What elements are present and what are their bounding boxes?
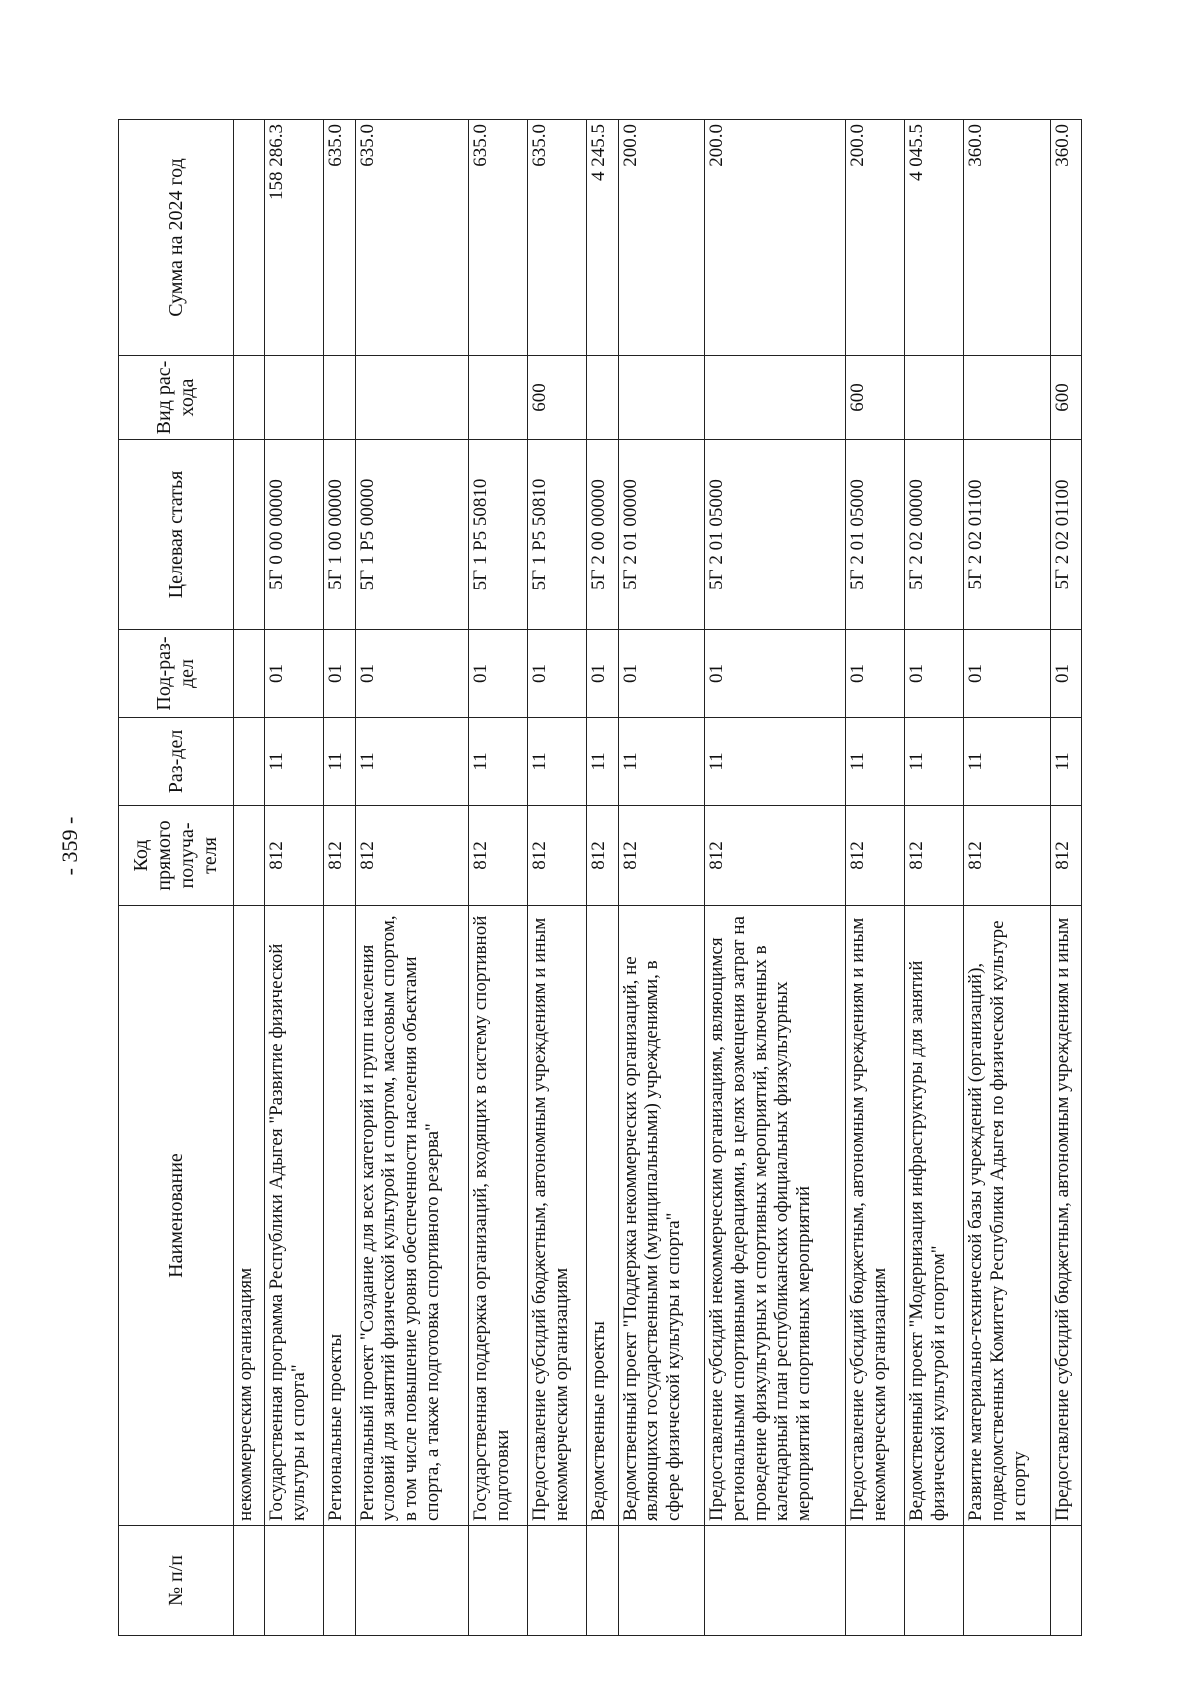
cell-summa: 158 286.3 xyxy=(265,120,324,356)
header-name: Наименование xyxy=(119,906,234,1526)
cell-name: некоммерческим организациям xyxy=(234,906,265,1526)
cell-name: Ведомственный проект "Модернизация инфраструктуры для занятий физической культурой и спортом" xyxy=(905,906,964,1526)
cell-num xyxy=(234,1526,265,1636)
table-row xyxy=(469,120,528,1636)
table-row xyxy=(324,120,355,1636)
cell-code: 812 xyxy=(905,806,964,906)
cell-summa: 635.0 xyxy=(469,120,528,356)
cell-num xyxy=(265,1526,324,1636)
cell-code: 812 xyxy=(846,806,905,906)
table-row xyxy=(1050,120,1081,1636)
cell-summa: 4 045.5 xyxy=(905,120,964,356)
cell-razdel: 11 xyxy=(265,718,324,806)
cell-vid xyxy=(234,356,265,440)
cell-razdel: 11 xyxy=(618,718,704,806)
cell-celevaya: 5Г 1 P5 50810 xyxy=(469,440,528,630)
cell-num xyxy=(324,1526,355,1636)
budget-table xyxy=(118,119,1082,1636)
cell-celevaya: 5Г 2 01 05000 xyxy=(704,440,846,630)
cell-num xyxy=(704,1526,846,1636)
cell-vid xyxy=(618,356,704,440)
cell-summa: 200.0 xyxy=(618,120,704,356)
table-row xyxy=(355,120,469,1636)
cell-vid: 600 xyxy=(528,356,587,440)
table-row xyxy=(964,120,1050,1636)
cell-code: 812 xyxy=(587,806,618,906)
cell-celevaya: 5Г 2 01 05000 xyxy=(846,440,905,630)
cell-code: 812 xyxy=(528,806,587,906)
cell-code: 812 xyxy=(1050,806,1081,906)
table-row xyxy=(234,120,265,1636)
table-row xyxy=(704,120,846,1636)
cell-name: Предоставление субсидий бюджетным, автономным учреждениям и иным некоммерческим организациям xyxy=(846,906,905,1526)
cell-code: 812 xyxy=(324,806,355,906)
table-row xyxy=(905,120,964,1636)
cell-razdel: 11 xyxy=(587,718,618,806)
cell-podrazdel xyxy=(234,630,265,718)
table-row xyxy=(846,120,905,1636)
cell-razdel: 11 xyxy=(324,718,355,806)
cell-num xyxy=(846,1526,905,1636)
cell-celevaya: 5Г 1 P5 50810 xyxy=(528,440,587,630)
cell-num xyxy=(469,1526,528,1636)
cell-celevaya: 5Г 0 00 00000 xyxy=(265,440,324,630)
cell-code: 812 xyxy=(265,806,324,906)
cell-podrazdel: 01 xyxy=(355,630,469,718)
cell-celevaya: 5Г 2 02 01100 xyxy=(1050,440,1081,630)
cell-vid xyxy=(964,356,1050,440)
cell-summa: 4 245.5 xyxy=(587,120,618,356)
cell-num xyxy=(355,1526,469,1636)
cell-podrazdel: 01 xyxy=(469,630,528,718)
table-row xyxy=(265,120,324,1636)
cell-vid xyxy=(355,356,469,440)
cell-podrazdel: 01 xyxy=(265,630,324,718)
cell-podrazdel: 01 xyxy=(618,630,704,718)
cell-name: Региональный проект "Создание для всех категорий и групп населения условий для занятий физической культурой и спортом, массовым спортом, в том числе повышение уровня обеспеченности населения объектами спорта, а также подготовка спортивного резерва" xyxy=(355,906,469,1526)
cell-code: 812 xyxy=(355,806,469,906)
cell-code xyxy=(234,806,265,906)
cell-razdel: 11 xyxy=(355,718,469,806)
cell-vid xyxy=(265,356,324,440)
cell-code: 812 xyxy=(618,806,704,906)
cell-summa: 635.0 xyxy=(355,120,469,356)
cell-podrazdel: 01 xyxy=(324,630,355,718)
cell-num xyxy=(905,1526,964,1636)
cell-num xyxy=(587,1526,618,1636)
cell-name: Государственная поддержка организаций, входящих в систему спортивной подготовки xyxy=(469,906,528,1526)
cell-name: Региональные проекты xyxy=(324,906,355,1526)
cell-num xyxy=(618,1526,704,1636)
cell-celevaya: 5Г 2 02 01100 xyxy=(964,440,1050,630)
cell-podrazdel: 01 xyxy=(528,630,587,718)
cell-name: Государственная программа Республики Адыгея "Развитие физической культуры и спорта" xyxy=(265,906,324,1526)
header-code: Код прямого получа-теля xyxy=(119,806,234,906)
header-num: № п/п xyxy=(119,1526,234,1636)
cell-summa xyxy=(234,120,265,356)
cell-summa: 200.0 xyxy=(846,120,905,356)
header-vid: Вид рас-хода xyxy=(119,356,234,440)
cell-num xyxy=(964,1526,1050,1636)
cell-summa: 635.0 xyxy=(324,120,355,356)
cell-podrazdel: 01 xyxy=(964,630,1050,718)
cell-celevaya: 5Г 2 02 00000 xyxy=(905,440,964,630)
cell-celevaya: 5Г 2 01 00000 xyxy=(618,440,704,630)
cell-podrazdel: 01 xyxy=(846,630,905,718)
cell-razdel: 11 xyxy=(469,718,528,806)
cell-podrazdel: 01 xyxy=(1050,630,1081,718)
cell-vid xyxy=(469,356,528,440)
header-celevaya: Целевая статья xyxy=(119,440,234,630)
cell-name: Предоставление субсидий бюджетным, автономным учреждениям и иным xyxy=(1050,906,1081,1526)
cell-razdel: 11 xyxy=(704,718,846,806)
cell-vid xyxy=(704,356,846,440)
cell-name: Развитие материально-технической базы учреждений (организаций), подведомственных Комитету Республики Адыгея по физической культуре и спорту xyxy=(964,906,1050,1526)
header-razdel: Раз-дел xyxy=(119,718,234,806)
table-row xyxy=(528,120,587,1636)
cell-code: 812 xyxy=(964,806,1050,906)
cell-code: 812 xyxy=(704,806,846,906)
cell-celevaya xyxy=(234,440,265,630)
header-summa: Сумма на 2024 год xyxy=(119,120,234,356)
cell-num xyxy=(528,1526,587,1636)
cell-celevaya: 5Г 1 P5 00000 xyxy=(355,440,469,630)
table-row xyxy=(587,120,618,1636)
cell-name: Предоставление субсидий некоммерческим организациям, являющимся региональными спортивными федерациями, в целях возмещения затрат на проведение физкультурных и спортивных мероприятий, включенных в календарный план республиканских официальных физкультурных мероприятий и спортивных мероприятий xyxy=(704,906,846,1526)
budget-table-container xyxy=(118,120,1082,1636)
cell-vid: 600 xyxy=(1050,356,1081,440)
cell-razdel: 11 xyxy=(846,718,905,806)
cell-razdel: 11 xyxy=(905,718,964,806)
cell-razdel: 11 xyxy=(964,718,1050,806)
table-body xyxy=(234,120,1082,1636)
cell-summa: 200.0 xyxy=(704,120,846,356)
cell-razdel xyxy=(234,718,265,806)
header-podrazdel: Под-раз-дел xyxy=(119,630,234,718)
cell-vid xyxy=(324,356,355,440)
cell-celevaya: 5Г 2 00 00000 xyxy=(587,440,618,630)
cell-podrazdel: 01 xyxy=(905,630,964,718)
cell-podrazdel: 01 xyxy=(704,630,846,718)
cell-code: 812 xyxy=(469,806,528,906)
cell-name: Ведомственный проект "Поддержка некоммерческих организаций, не являющихся государственными (муниципальными) учреждениями, в сфере физической культуры и спорта" xyxy=(618,906,704,1526)
cell-vid: 600 xyxy=(846,356,905,440)
cell-razdel: 11 xyxy=(1050,718,1081,806)
cell-vid xyxy=(587,356,618,440)
cell-summa: 635.0 xyxy=(528,120,587,356)
cell-summa: 360.0 xyxy=(964,120,1050,356)
table-header-row xyxy=(119,120,234,1636)
page-number: - 359 - xyxy=(57,816,82,876)
cell-summa: 360.0 xyxy=(1050,120,1081,356)
table-row xyxy=(618,120,704,1636)
cell-podrazdel: 01 xyxy=(587,630,618,718)
cell-celevaya: 5Г 1 00 00000 xyxy=(324,440,355,630)
cell-name: Ведомственные проекты xyxy=(587,906,618,1526)
cell-name: Предоставление субсидий бюджетным, автономным учреждениям и иным некоммерческим организациям xyxy=(528,906,587,1526)
cell-vid xyxy=(905,356,964,440)
cell-num xyxy=(1050,1526,1081,1636)
cell-razdel: 11 xyxy=(528,718,587,806)
